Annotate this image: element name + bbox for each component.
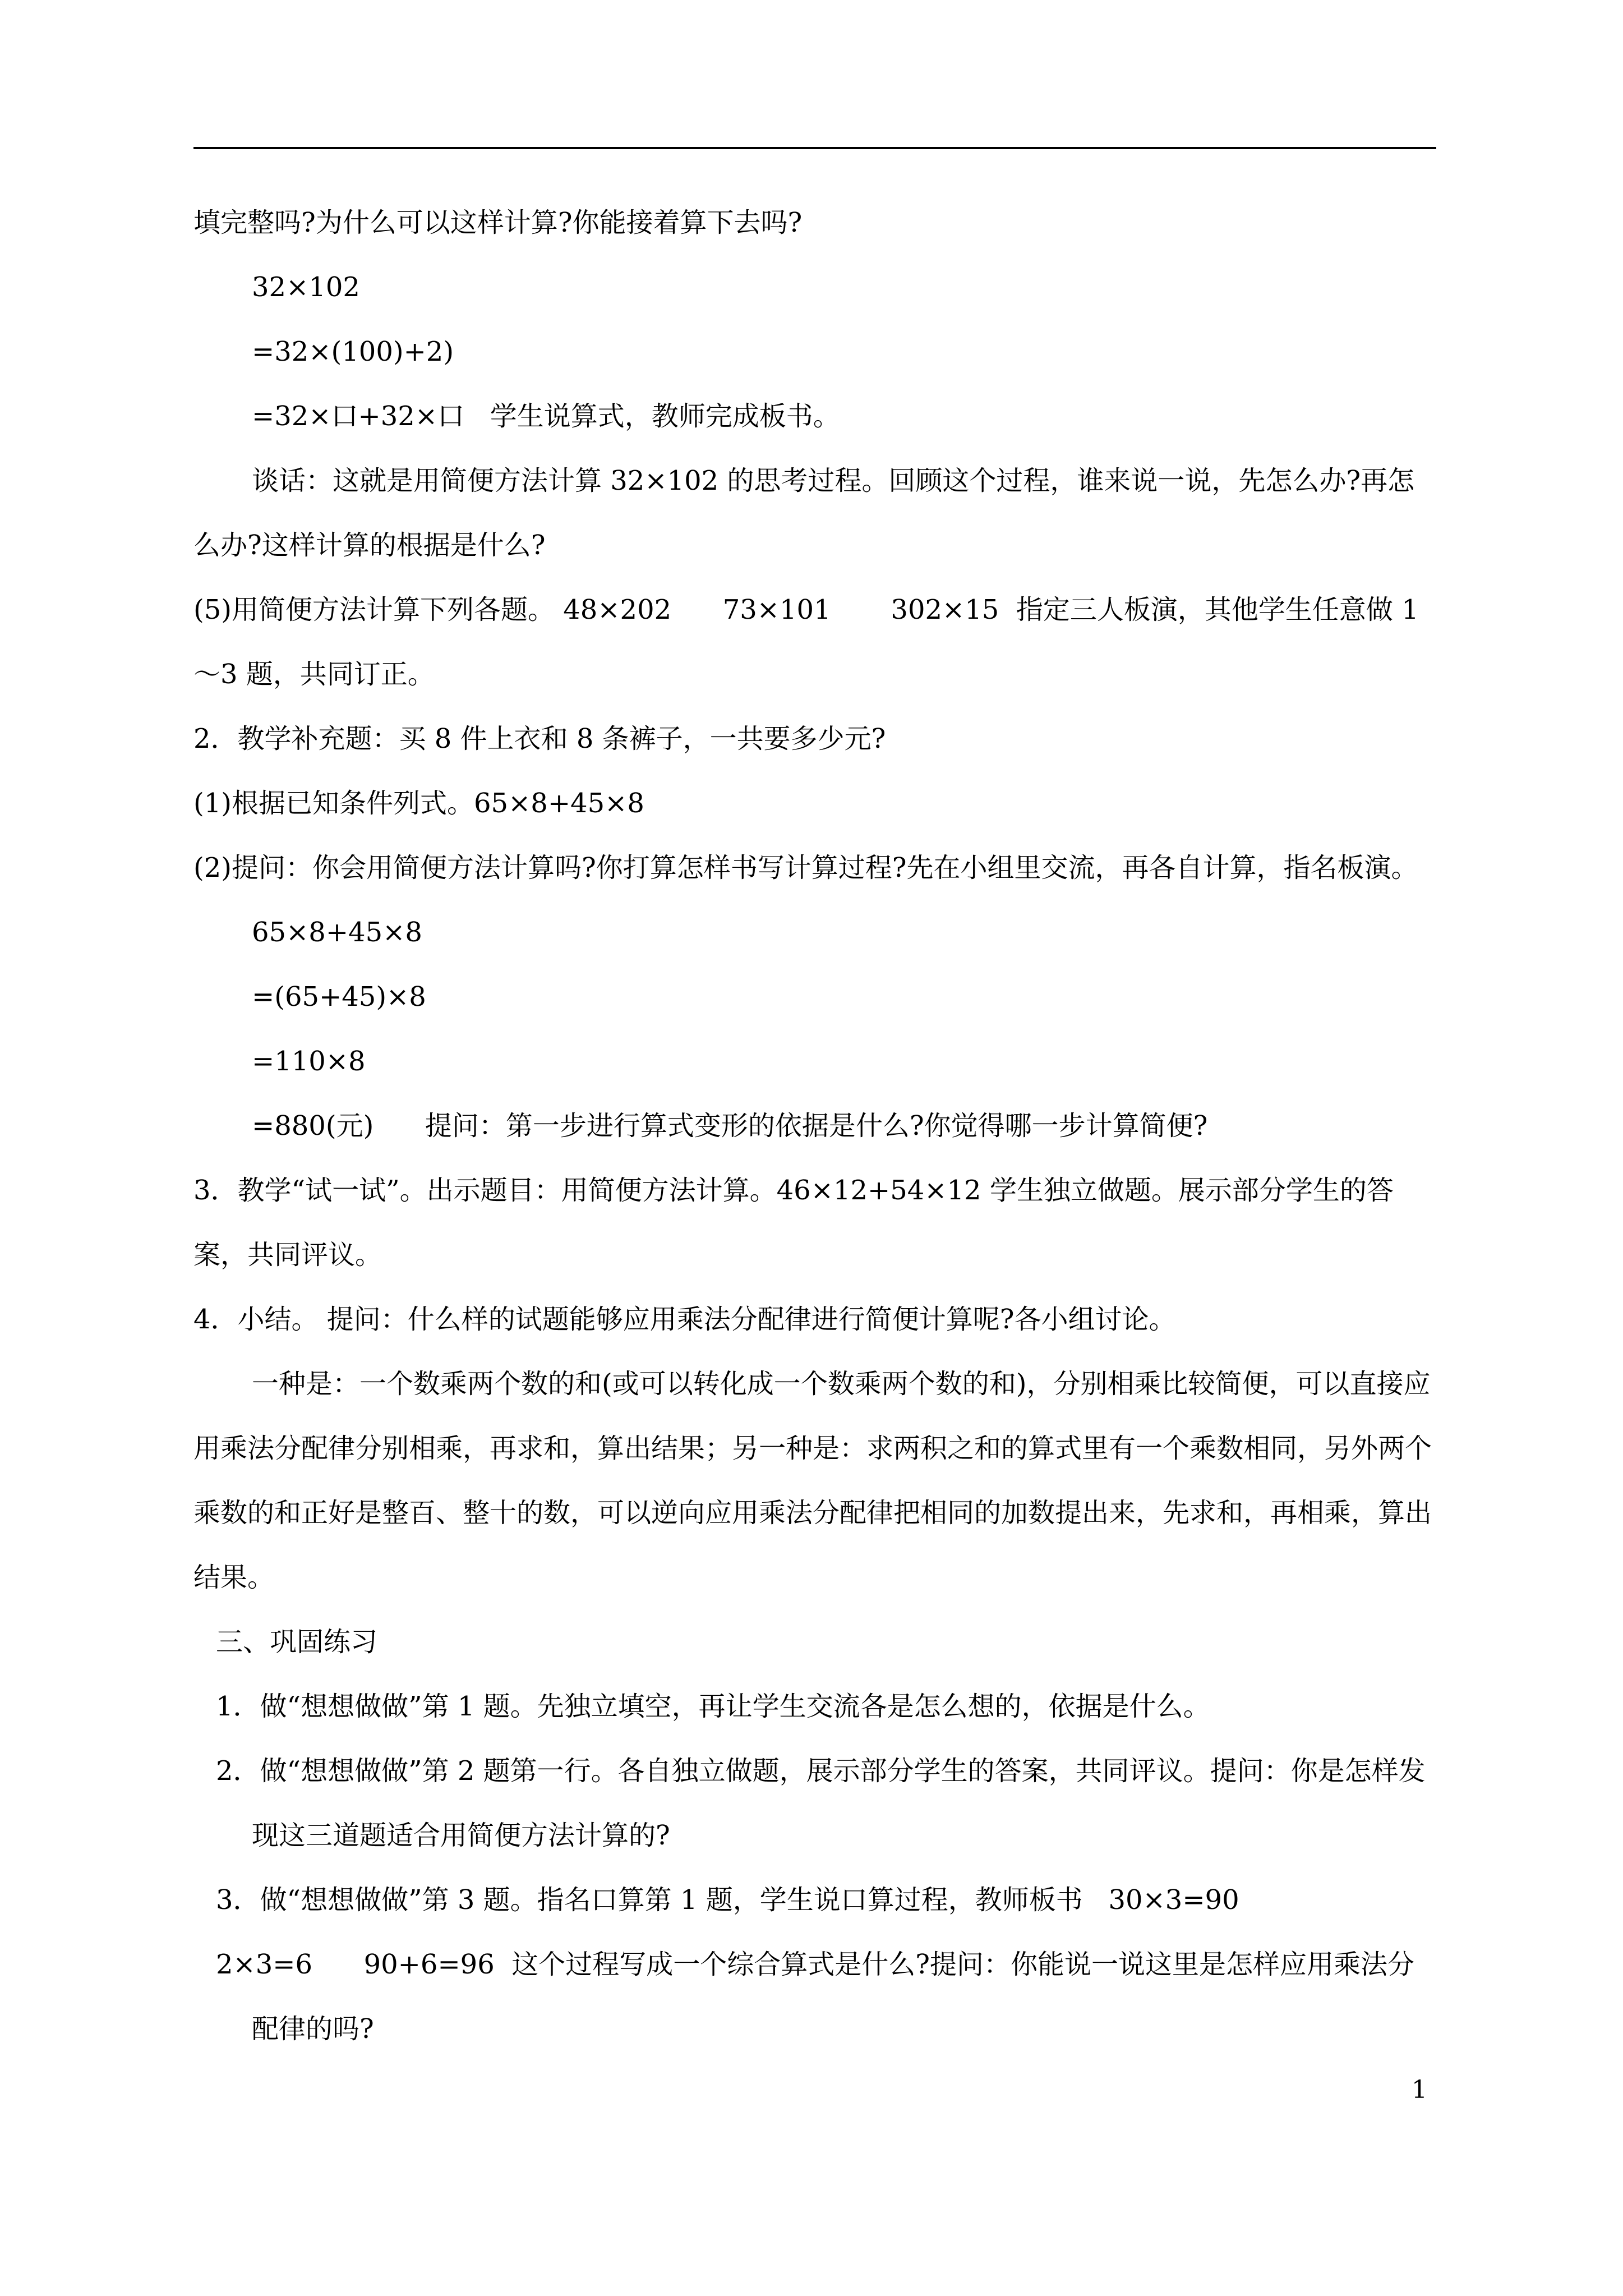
equation-line: 32×102 <box>252 272 360 303</box>
paragraph: 2．做“想想做做”第 2 题第一行。各自独立做题，展示部分学生的答案，共同评议。提问：你是怎样发现这三道题适合用简便方法计算的? <box>216 1755 1426 1851</box>
paragraph: 4．小结。 提问：什么样的试题能够应用乘法分配律进行简便计算呢?各小组讨论。 <box>193 1304 1176 1335</box>
paragraph: 填完整吗?为什么可以这样计算?你能接着算下去吗? <box>193 207 803 238</box>
paragraph: 2．教学补充题：买 8 件上衣和 8 条裤子，一共要多少元? <box>193 723 886 754</box>
paragraph: 谈话：这就是用简便方法计算 32×102 的思考过程。回顾这个过程，谁来说一说，先怎么办?再怎么办?这样计算的根据是什么? <box>193 465 1415 561</box>
document-body <box>193 191 1436 2062</box>
paragraph: (5)用简便方法计算下列各题。 48×202 73×101 302×15 指定三人板演，其他学生任意做 1～3 题，共同订正。 <box>193 594 1419 690</box>
paragraph: 3．做“想想做做”第 3 题。指名口算第 1 题，学生说口算过程，教师板书 30×3=90 <box>216 1884 1239 1916</box>
paragraph: 1．做“想想做做”第 1 题。先独立填空，再让学生交流各是怎么想的，依据是什么。 <box>216 1691 1210 1722</box>
paragraph: (1)根据已知条件列式。65×8+45×8 <box>193 788 644 819</box>
section-heading: 三、巩固练习 <box>216 1626 378 1658</box>
equation-line: =(65+45)×8 <box>252 981 426 1013</box>
paragraph: 3．教学“试一试”。出示题目：用简便方法计算。46×12+54×12 学生独立做题。展示部分学生的答案，共同评议。 <box>193 1175 1394 1271</box>
page-number: 1 <box>1412 2076 1427 2104</box>
equation-line: =110×8 <box>252 1046 366 1077</box>
header-rule <box>193 147 1436 149</box>
equation-line: =880(元) 提问：第一步进行算式变形的依据是什么?你觉得哪一步计算简便? <box>252 1110 1208 1142</box>
paragraph: 一种是：一个数乘两个数的和(或可以转化成一个数乘两个数的和)，分别相乘比较简便，可以直接应用乘法分配律分别相乘，再求和，算出结果；另一种是：求两积之和的算式里有一个乘数相同，另外两个乘数的和正好是整百、整十的数，可以逆向应用乘法分配律把相同的加数提出来，先求和，再相乘，算出结果。 <box>193 1368 1432 1593</box>
equation-line: =32×口+32×口 学生说算式，教师完成板书。 <box>252 401 840 432</box>
paragraph: (2)提问：你会用简便方法计算吗?你打算怎样书写计算过程?先在小组里交流，再各自计算，指名板演。 <box>193 852 1418 884</box>
equation-line: 65×8+45×8 <box>252 917 422 948</box>
paragraph: 2×3=6 90+6=96 这个过程写成一个综合算式是什么?提问：你能说一说这里是怎样应用乘法分配律的吗? <box>216 1949 1414 2045</box>
equation-line: =32×(100)+2) <box>252 336 454 367</box>
